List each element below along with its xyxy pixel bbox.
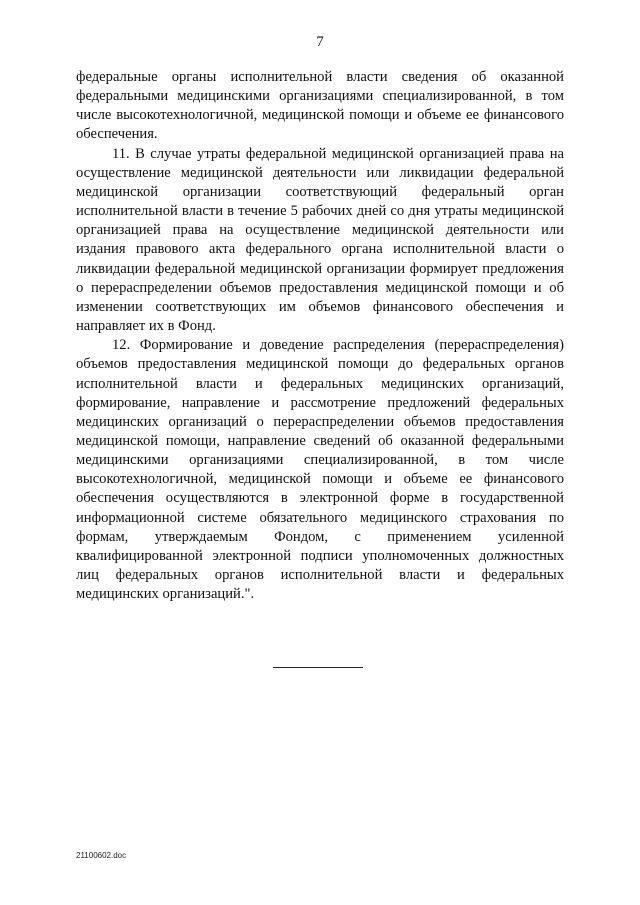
document-body	[76, 68, 564, 604]
paragraph-11: 11. В случае утраты федеральной медицинской организацией права на осуществление медицинской деятельности или ликвидации федеральной медицинской организации соответствующий федеральный орган исполнительной власти в течение 5 рабочих дней со дня утраты медицинской организацией права на осуществление медицинской деятельности или издания правового акта федерального органа исполнительной власти о ликвидации федеральной медицинской организации формирует предложения о перераспределении объемов предоставления медицинской помощи и об изменении соответствующих им объемов финансового обеспечения и направляет их в Фонд.	[76, 145, 564, 335]
paragraph-12: 12. Формирование и доведение распределения (перераспределения) объемов предоставления медицинской помощи до федеральных органов исполнительной власти и федеральных медицинских организаций, формирование, направление и рассмотрение предложений федеральных медицинских организаций о перераспределении объемов предоставления медицинской помощи, направление сведений об оказанной федеральными медицинскими организациями специализированной, в том числе высокотехнологичной, медицинской помощи и объеме ее финансового обеспечения осуществляются в электронной форме в государственной информационной системе обязательного медицинского страхования по формам, утверждаемым Фондом, с применением усиленной квалифицированной электронной подписи уполномоченных должностных лиц федеральных органов исполнительной власти и федеральных медицинских организаций.".	[76, 337, 564, 603]
file-name-footer: 21100602.doc	[76, 851, 127, 860]
end-of-text-rule	[273, 667, 363, 668]
paragraph-continuation: федеральные органы исполнительной власти сведения об оказанной федеральными медицинскими организациями специализированной, в том числе высокотехнологичной, медицинской помощи и объеме ее финансового обеспечения.	[76, 69, 564, 143]
page-number: 7	[316, 34, 324, 50]
